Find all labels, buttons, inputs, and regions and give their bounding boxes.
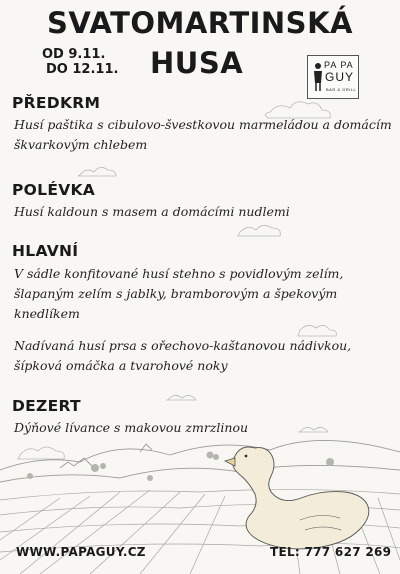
date-to: DO 12.11. [46,62,119,77]
logo-tagline: BAR & GRILL [326,87,357,92]
phone-number[interactable]: TEL: 777 627 269 [270,545,392,559]
page-title-second-line: HUSA [150,46,244,80]
website-link[interactable]: WWW.PAPAGUY.CZ [16,545,146,559]
section-heading-main: HLAVNÍ [12,242,79,260]
menu-item: Husí paštika s cibulovo-švestkovou marmeládou a domácím škvarkovým chlebem [14,117,392,152]
date-from: OD 9.11. [42,47,106,62]
date-range [42,47,118,77]
waiter-icon [312,62,324,92]
page-title: SVATOMARTINSKÁ [47,6,353,40]
menu-item: Dýňové lívance s makovou zmrzlinou [14,420,249,435]
section-heading-soup: POLÉVKA [12,181,96,199]
menu-item: V sádle konfitované husí stehno s povidlovým zelím, šlapaným zelím s jablky, bramborovým a špekovým knedlíkem [14,266,344,321]
logo-text-bottom: GUY [325,70,355,84]
section-heading-dessert: DEZERT [12,397,81,415]
menu-item: Husí kaldoun s masem a domácími nudlemi [14,204,290,219]
menu-item: Nadívaná husí prsa s ořechovo-kaštanovou nádivkou, šípková omáčka a tvarohové noky [14,338,352,373]
section-heading-starter: PŘEDKRM [12,94,101,112]
restaurant-logo [307,55,359,99]
logo-text-top: PA PA [324,60,354,70]
goose-icon [225,447,369,549]
